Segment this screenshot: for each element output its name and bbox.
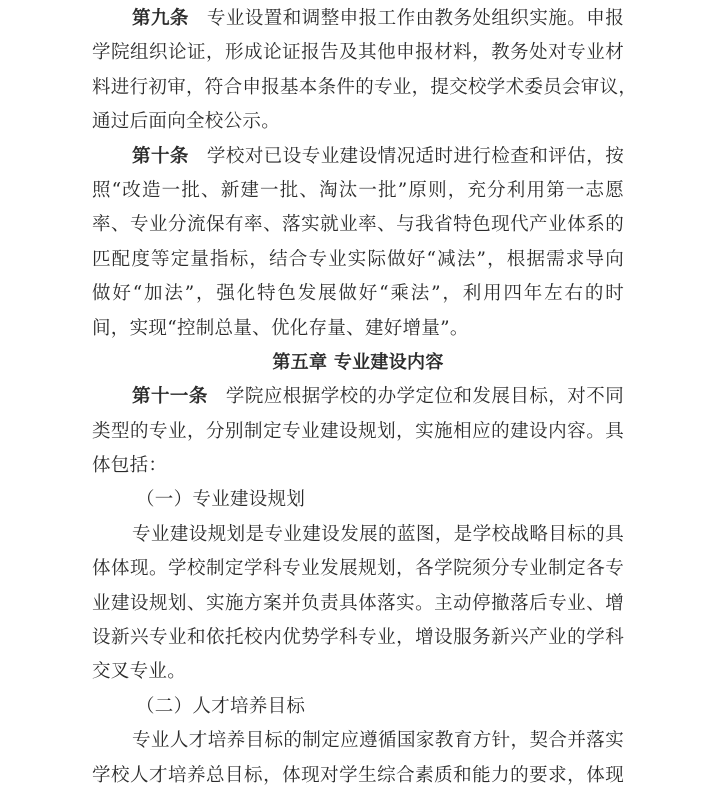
section-2-heading: （二）人才培养目标: [136, 695, 306, 717]
article-9-line-4: 通过后面向全校公示。: [92, 111, 281, 133]
section-1-heading: （一）专业建设规划: [136, 489, 306, 511]
document-page: [92, 2, 638, 793]
section-1-line-4: 设新兴专业和依托校内优势学科专业，增设服务新兴产业的学科: [92, 627, 624, 649]
article-10-line-2: 照“改造一批、新建一批、淘汰一批”原则，充分利用第一志愿: [92, 179, 624, 201]
article-9-line-2: 学院组织论证，形成论证报告及其他申报材料，教务处对专业材: [92, 42, 624, 64]
section-1-line-1: 专业建设规划是专业建设发展的蓝图，是学校战略目标的具: [132, 523, 624, 545]
article-11-line-3: 体包括：: [92, 455, 168, 477]
article-9-label: 第九条: [132, 8, 189, 29]
section-1-line-2: 体体现。学校制定学科专业发展规划，各学院须分专业制定各专: [92, 558, 624, 580]
article-10-label: 第十条: [132, 145, 189, 167]
article-10-line-4: 匹配度等定量指标，结合专业实际做好“减法”，根据需求导向: [92, 248, 624, 270]
article-11-text: 学院应根据学校的办学定位和发展目标，对不同: [225, 386, 624, 408]
article-11-line-1: [92, 380, 624, 414]
article-10-line-1: [92, 140, 624, 174]
chapter-5-title: 第五章 专业建设内容: [272, 351, 444, 373]
article-11-label: 第十一条: [132, 386, 208, 408]
section-1-line-3: 业建设规划、实施方案并负责具体落实。主动停撤落后专业、增: [92, 592, 624, 614]
article-10-line-3: 率、专业分流保有率、落实就业率、与我省特色现代产业体系的: [92, 214, 624, 236]
article-10-line-6: 间，实现“控制总量、优化存量、建好增量”。: [92, 317, 469, 339]
article-11-line-2: 类型的专业，分别制定专业建设规划，实施相应的建设内容。具: [92, 420, 624, 442]
article-10-line-5: 做好“加法”，强化特色发展做好“乘法”，利用四年左右的时: [92, 283, 624, 305]
section-1-line-5: 交叉专业。: [92, 661, 187, 683]
section-2-line-1: 专业人才培养目标的制定应遵循国家教育方针，契合并落实: [132, 730, 624, 752]
article-9-text: 专业设置和调整申报工作由教务处组织实施。申报: [206, 8, 624, 29]
article-9-line-1: [92, 2, 624, 36]
article-9-line-3: 料进行初审，符合申报基本条件的专业，提交校学术委员会审议，: [92, 76, 638, 98]
article-10-text: 学校对已设专业建设情况适时进行检查和评估，按: [206, 145, 624, 167]
section-2-line-2: 学校人才培养总目标，体现对学生综合素质和能力的要求，体现: [92, 764, 624, 786]
